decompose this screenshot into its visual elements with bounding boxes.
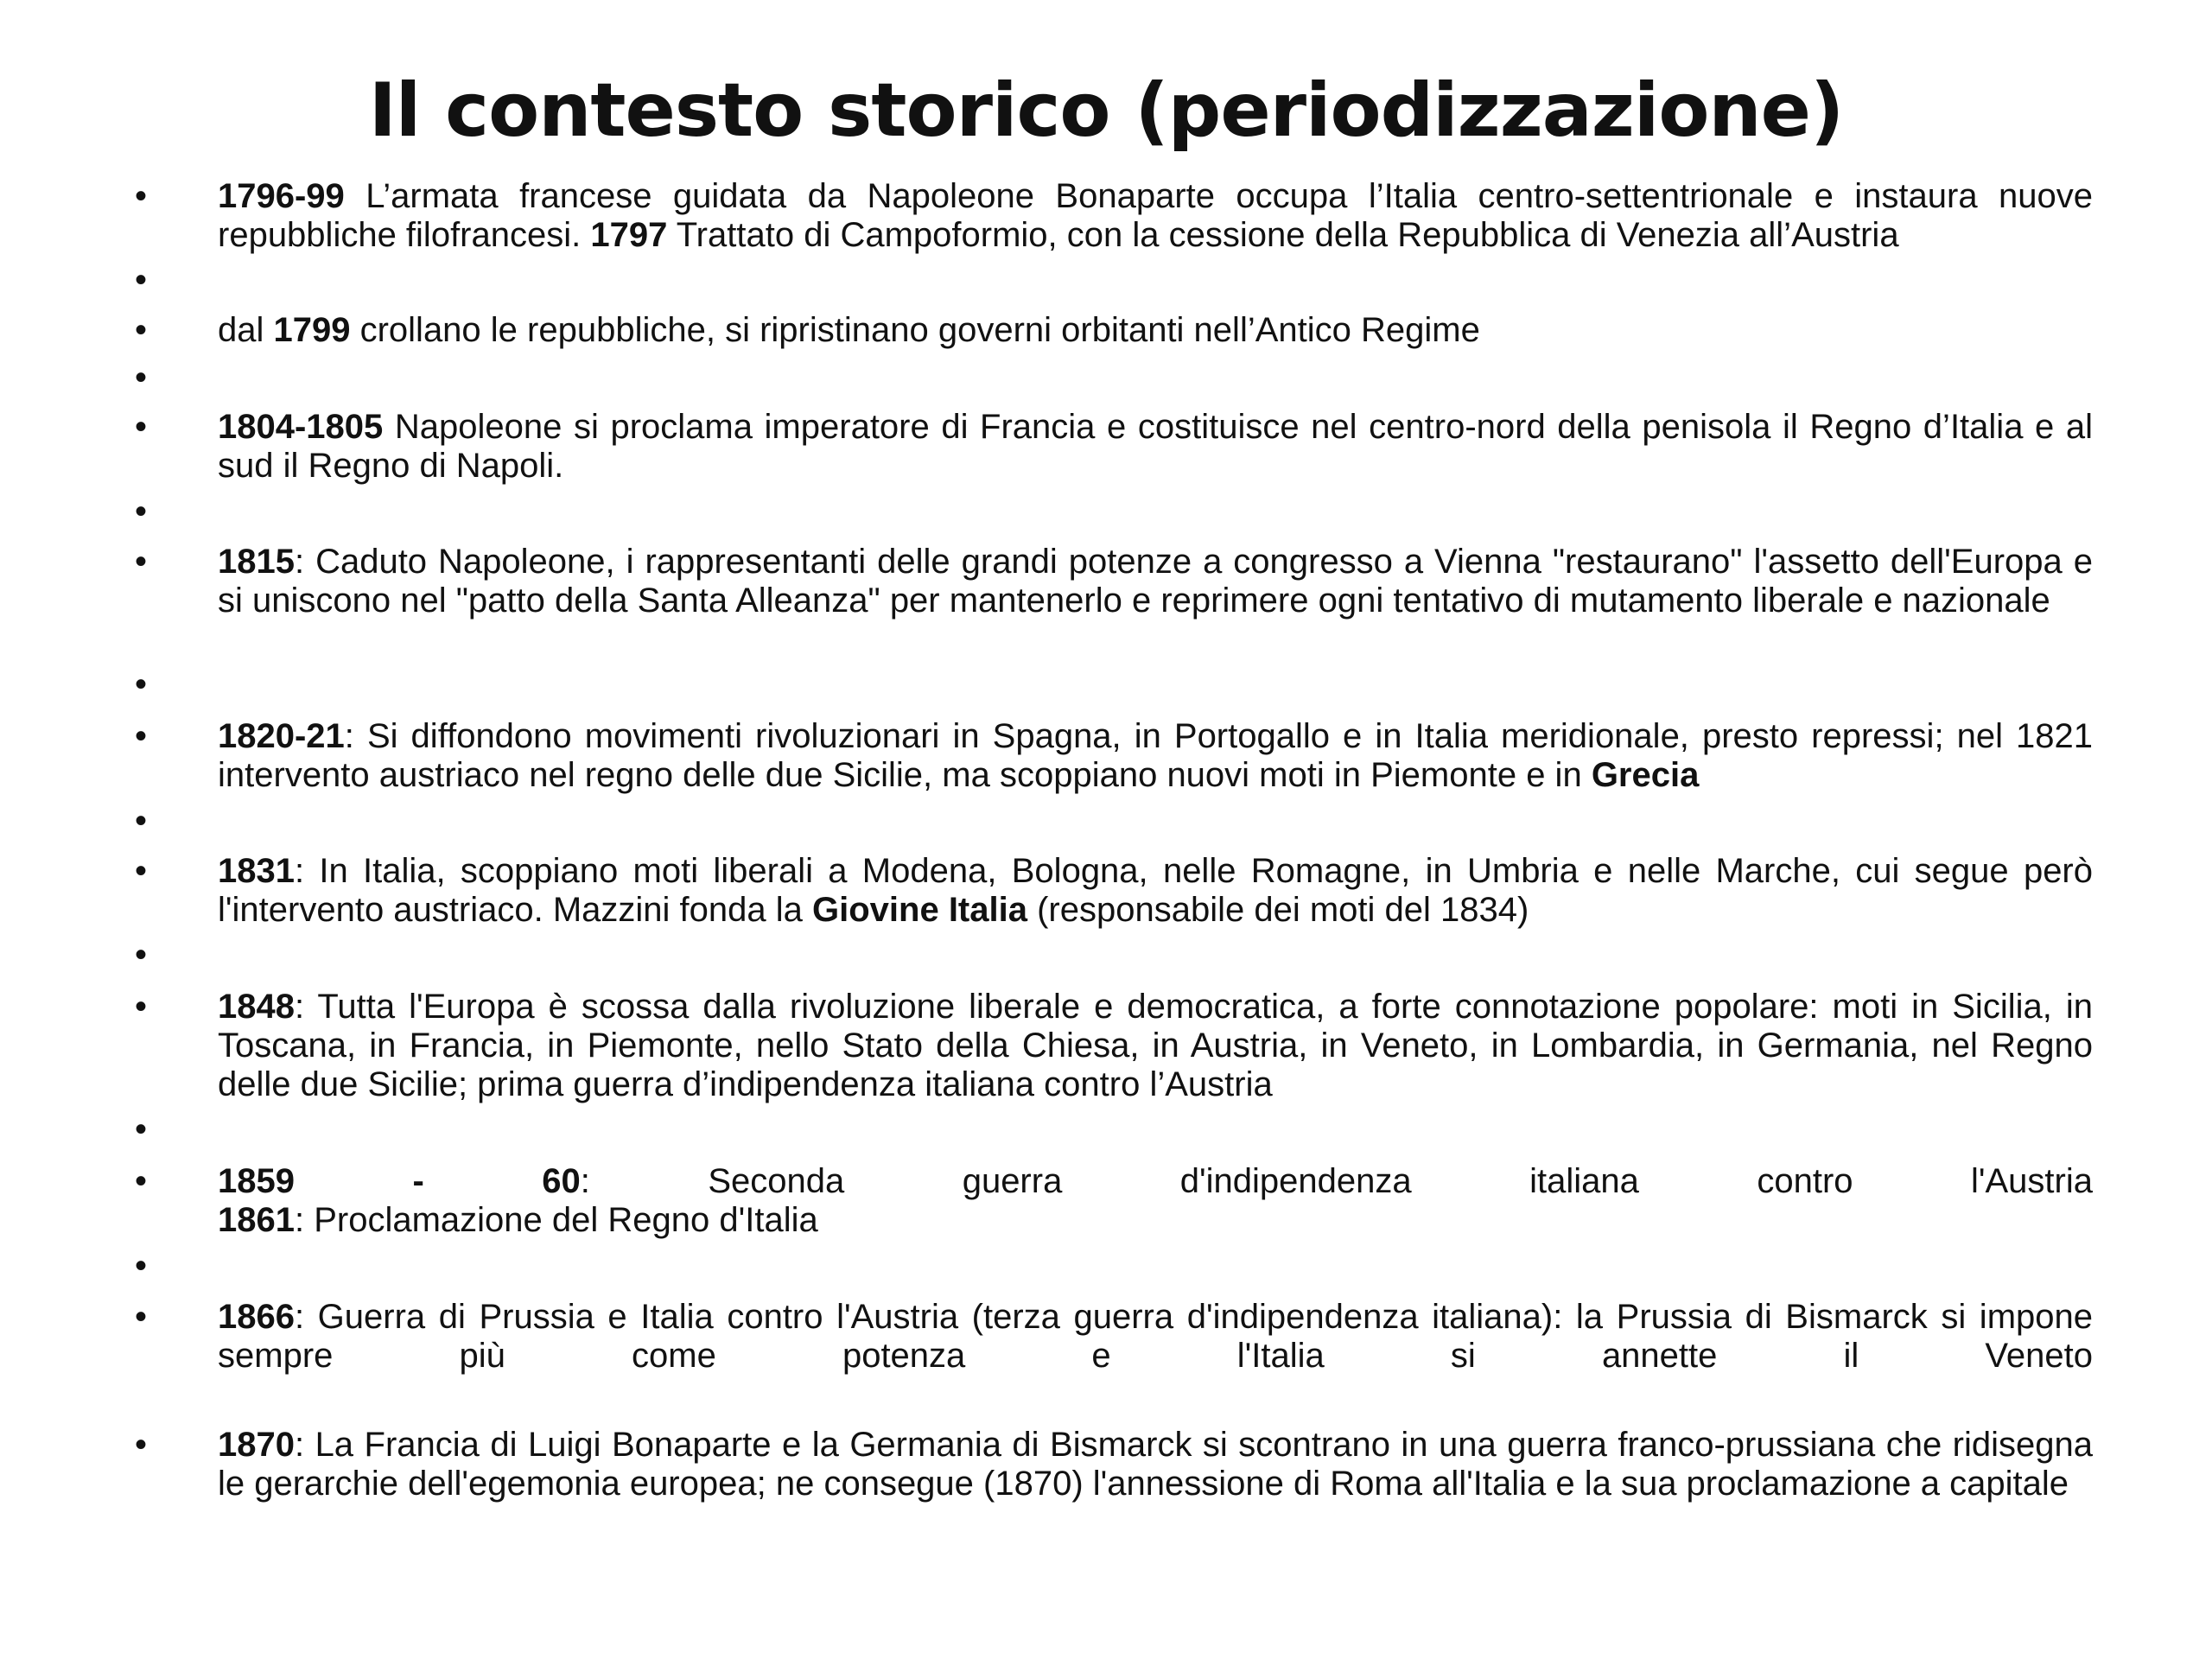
bullet-icon: • [135,359,148,397]
item-year: 1861 [218,1201,295,1239]
item-text-part: (responsabile dei moti del 1834) [1027,891,1529,929]
bullet-icon: • [135,802,148,840]
item-text-part: dal [218,311,274,349]
item-text-part: : In Italia, scoppiano moti liberali a Modena, Bologna, nelle Romagne, in Umbria e nelle Marche, cui segue però l'intervento austriaco. Mazzini fonda la [218,852,2093,929]
bullet-icon: • [135,988,148,1026]
item-text [218,1162,2093,1240]
item-year: 1815 [218,543,295,581]
item-text-part: crollano le repubbliche, si ripristinano governi orbitanti nell’Antico Regime [350,311,1480,349]
item-text-part: : La Francia di Luigi Bonaparte e la Germania di Bismarck si scontrano in una guerra franco-prussiana che ridisegna le gerarchie dell'egemonia europea; ne consegue (1870) l'annessione di Roma all'Italia e la sua proclamazione a capitale [218,1426,2093,1503]
bullet-icon: • [135,408,148,446]
item-line [218,1201,2093,1240]
item-text [218,717,2093,795]
item-text [218,177,2093,255]
item-year: 1820-21 [218,717,345,755]
item-year: 1831 [218,852,295,890]
bullet-icon: • [135,177,148,215]
bullet-icon: • [135,717,148,755]
item-year: 1866 [218,1298,295,1336]
item-text-part: Trattato di Campoformio, con la cessione della Repubblica di Venezia all’Austria [667,216,1899,254]
item-text [218,988,2093,1104]
bullet-icon: • [135,1162,148,1200]
item-year: 1804-1805 [218,408,384,446]
bullet-icon: • [135,1110,148,1148]
item-year: 1870 [218,1426,295,1464]
item-bold-term: Grecia [1591,756,1700,794]
item-text-part: : Seconda guerra d'indipendenza italiana contro l'Austria [580,1162,2093,1200]
item-text-part: L’armata francese guidata da Napoleone Bonaparte occupa l’Italia centro-settentrionale e instaura nuove repubbliche filofrancesi. [218,177,2093,254]
item-year: 1859 [218,1162,295,1200]
bullet-icon: • [135,1247,148,1285]
item-year: 1799 [273,311,351,349]
item-line [218,1162,2093,1201]
item-text-part: : Si diffondono movimenti rivoluzionari in Spagna, in Portogallo e in Italia meridionale, presto repressi; nel 1821 intervento austriaco nel regno delle due Sicilie, ma scoppiano nuovi moti in Piemonte e in [218,717,2093,794]
bullet-icon: • [135,936,148,974]
item-text [218,1298,2093,1376]
item-year: 60 [542,1162,581,1200]
item-year: 1848 [218,988,295,1026]
bullet-icon: • [135,261,148,299]
item-text-part: : Proclamazione del Regno d'Italia [294,1201,818,1239]
bullet-icon: • [135,311,148,349]
slide-title: Il contesto storico (periodizzazione) [368,67,1844,154]
item-year-dash: - [412,1162,424,1200]
item-year: 1797 [590,216,668,254]
item-text-part: : Guerra di Prussia e Italia contro l'Austria (terza guerra d'indipendenza italiana): la Prussia di Bismarck si impone sempre più come potenza e l'Italia si annette il Veneto [218,1298,2093,1375]
item-text-part: : Caduto Napoleone, i rappresentanti delle grandi potenze a congresso a Vienna "restaurano" l'assetto dell'Europa e si uniscono nel "patto della Santa Alleanza" per mantenerlo e reprimere ogni tentativo di mutamento liberale e nazionale [218,543,2093,620]
item-text [218,311,2093,350]
bullet-icon: • [135,493,148,531]
bullet-icon: • [135,1426,148,1464]
bullet-icon: • [135,665,148,703]
item-text [218,1426,2093,1503]
item-text-part: : Tutta l'Europa è scossa dalla rivoluzione liberale e democratica, a forte connotazione popolare: moti in Sicilia, in Toscana, in Francia, in Piemonte, nello Stato della Chiesa, in Austria, in Veneto, in Lombardia, in Germania, nel Regno delle due Sicilie; prima guerra d’indipendenza italiana contro l’Austria [218,988,2093,1103]
bullet-icon: • [135,543,148,581]
item-bold-term: Giovine Italia [812,891,1027,929]
item-text [218,852,2093,930]
bullet-icon: • [135,1298,148,1336]
bullet-icon: • [135,852,148,890]
item-text [218,543,2093,620]
item-text-part: Napoleone si proclama imperatore di Francia e costituisce nel centro-nord della penisola il Regno d’Italia e al sud il Regno di Napoli. [218,408,2093,485]
item-text [218,408,2093,486]
item-year: 1796-99 [218,177,345,215]
